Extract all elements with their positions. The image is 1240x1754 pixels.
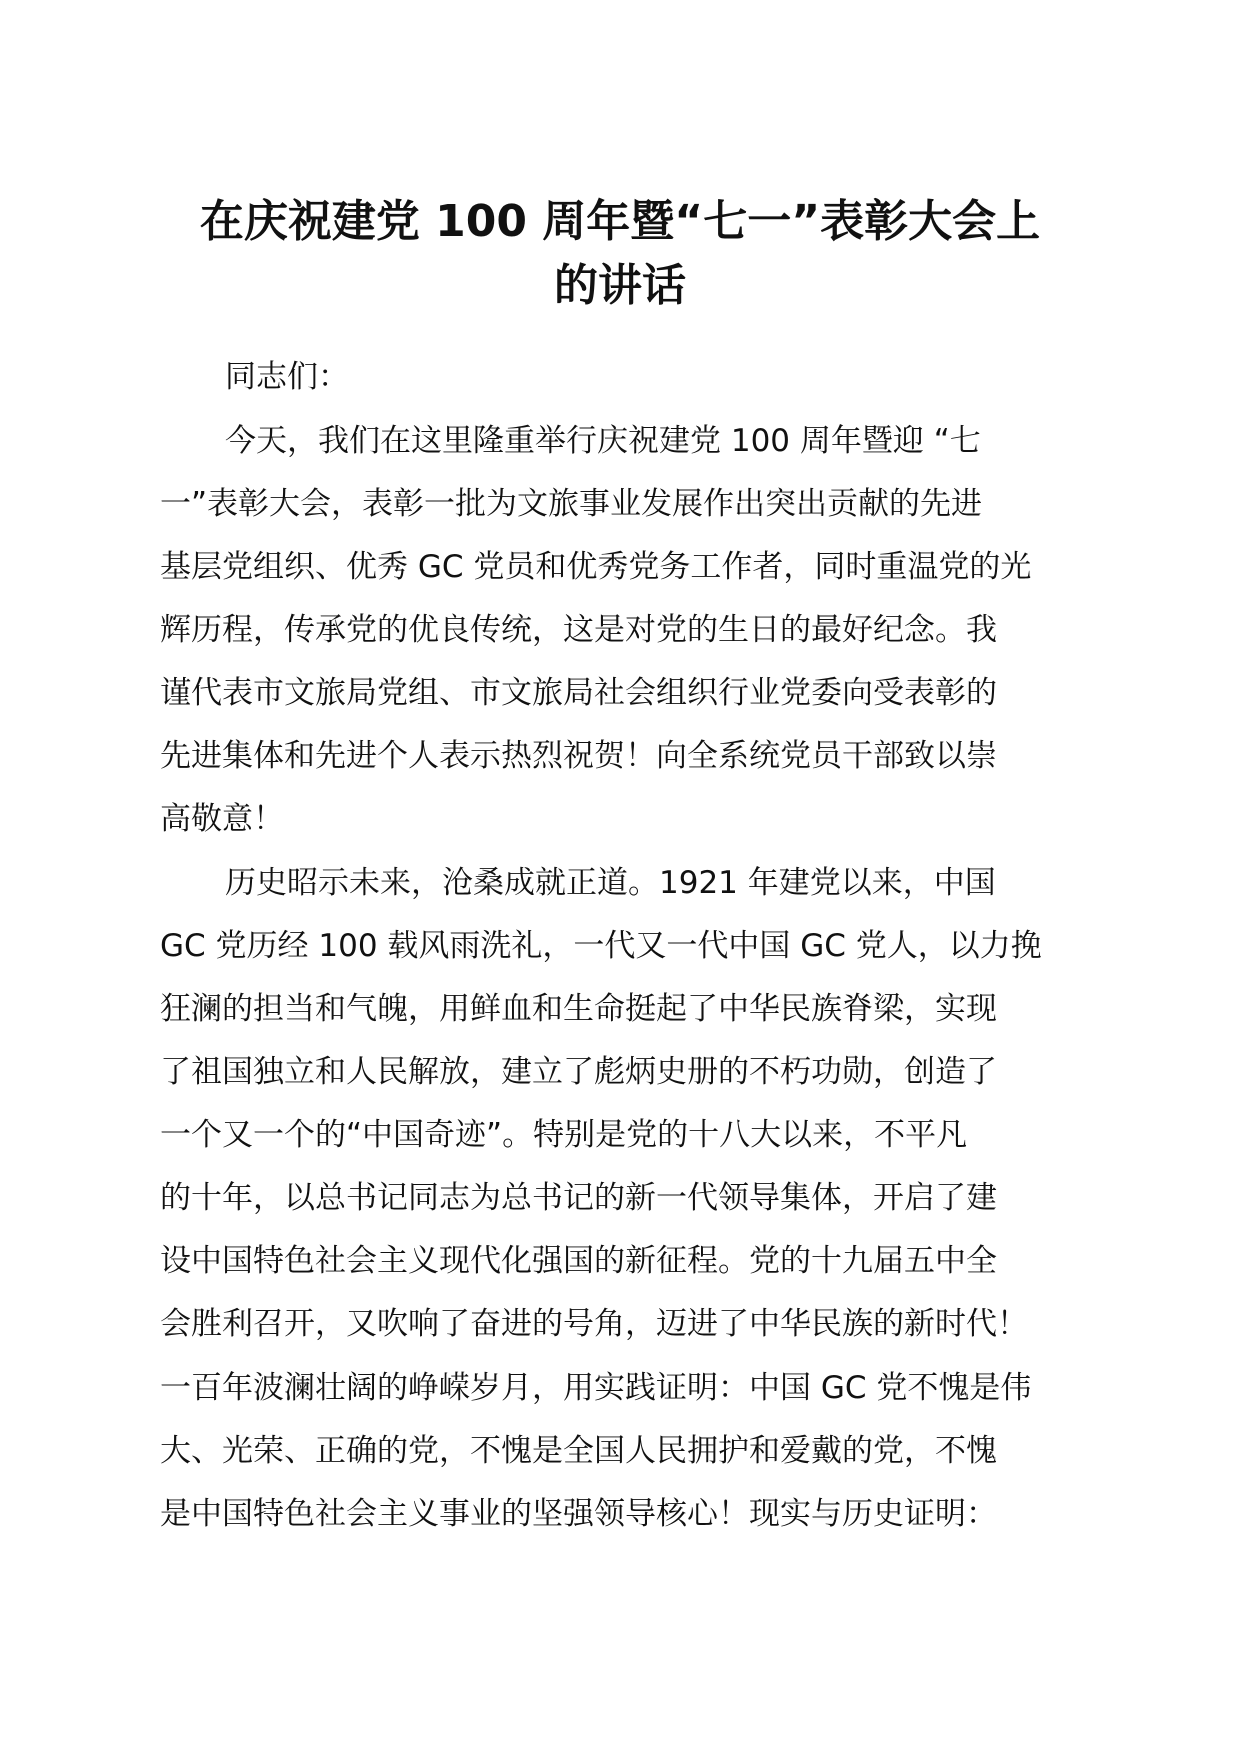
paragraph-2-line-10: 大、光荣、正确的党，不愧是全国人民拥护和爱戴的党，不愧: [160, 1433, 997, 1469]
paragraph-2-line-6: 的十年，以总书记同志为总书记的新一代领导集体，开启了建: [160, 1180, 997, 1216]
paragraph-1-line-5: 谨代表市文旅局党组、市文旅局社会组织行业党委向受表彰的: [160, 675, 997, 711]
paragraph-1-line-1: 今天，我们在这里隆重举行庆祝建党 100 周年暨迎 “七: [225, 423, 981, 459]
paragraph-1-line-7: 高敬意！: [160, 801, 284, 837]
paragraph-2-line-9: 一百年波澜壮阔的峥嵘岁月，用实践证明：中国 GC 党不愧是伟: [160, 1370, 1032, 1406]
paragraph-2-line-11: 是中国特色社会主义事业的坚强领导核心！现实与历史证明：: [160, 1496, 997, 1532]
paragraph-1-line-3: 基层党组织、优秀 GC 党员和优秀党务工作者，同时重温党的光: [160, 549, 1032, 585]
salutation: 同志们：: [225, 359, 349, 395]
paragraph-2-line-2: GC 党历经 100 载风雨洗礼，一代又一代中国 GC 党人，以力挽: [160, 928, 1042, 964]
paragraph-1-line-6: 先进集体和先进个人表示热烈祝贺！向全系统党员干部致以崇: [160, 738, 997, 774]
paragraph-2-line-8: 会胜利召开，又吹响了奋进的号角，迈进了中华民族的新时代！: [160, 1306, 1028, 1342]
paragraph-2-line-7: 设中国特色社会主义现代化强国的新征程。党的十九届五中全: [160, 1243, 997, 1279]
paragraph-2-line-5: 一个又一个的“中国奇迹”。特别是党的十八大以来，不平凡: [160, 1117, 968, 1153]
paragraph-2-line-3: 狂澜的担当和气魄，用鲜血和生命挺起了中华民族脊梁，实现: [160, 991, 997, 1027]
paragraph-2-line-4: 了祖国独立和人民解放，建立了彪炳史册的不朽功勋，创造了: [160, 1054, 997, 1090]
paragraph-1-line-4: 辉历程，传承党的优良传统，这是对党的生日的最好纪念。我: [160, 612, 997, 648]
paragraph-1-line-2: 一”表彰大会，表彰一批为文旅事业发展作出突出贡献的先进: [160, 486, 983, 522]
title-line-2: 的讲话: [554, 260, 686, 311]
page-title: [150, 190, 1090, 318]
title-line-1: 在庆祝建党 100 周年暨“七一”表彰大会上: [199, 196, 1041, 247]
paragraph-2-line-1: 历史昭示未来，沧桑成就正道。1921 年建党以来，中国: [225, 865, 996, 901]
